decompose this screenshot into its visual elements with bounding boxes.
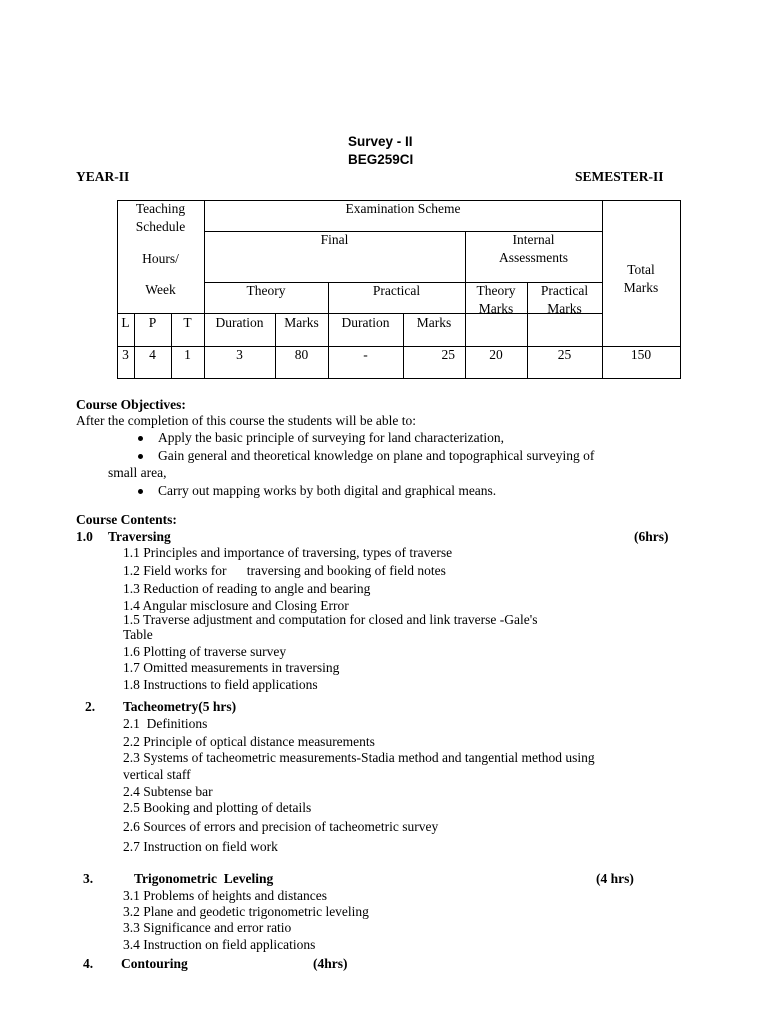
objective-3: Carry out mapping works by both digital and graphical means. [158, 483, 497, 498]
list-item: 1.2 Field works for traversing and booking of field notes [123, 563, 446, 578]
list-item: 1.5 Traverse adjustment and computation for closed and link traverse -Gale's [123, 612, 538, 627]
section-3-number: 3. [83, 871, 94, 886]
objective-2: Gain general and theoretical knowledge on plane and topographical surveying of [158, 448, 595, 463]
list-item: 1.7 Omitted measurements in traversing [123, 660, 340, 675]
total-marks-header: Total Marks [623, 262, 659, 295]
practical-header: Practical [372, 283, 421, 298]
year-label: YEAR-II [76, 169, 130, 184]
list-item: 2.2 Principle of optical distance measurements [123, 734, 375, 749]
ia-practical-marks-header: Practical Marks [540, 283, 589, 316]
list-item: 3.3 Significance and error ratio [123, 920, 292, 935]
section-1-hours: (6hrs) [634, 529, 669, 544]
section-3-title: Trigonometric Leveling [134, 871, 274, 886]
list-item: 2.3 Systems of tacheometric measurements-Stadia method and tangential method using [123, 750, 595, 765]
section-2-title: Tacheometry(5 hrs) [123, 699, 237, 714]
list-item: 2.4 Subtense bar [123, 784, 213, 799]
theory-header: Theory [246, 283, 286, 298]
col-l-header: L [121, 315, 130, 330]
theory-duration-header: Duration [215, 315, 264, 330]
value-l: 3 [122, 347, 129, 362]
hours-week-label-2: Week [145, 282, 176, 297]
list-item: 1.4 Angular misclosure and Closing Error [123, 598, 349, 613]
objective-1: Apply the basic principle of surveying for land characterization, [158, 430, 504, 445]
hours-week-label: Hours/ [142, 251, 179, 266]
section-3-hours: (4 hrs) [596, 871, 634, 886]
list-item: 2.1 Definitions [123, 716, 208, 731]
final-header: Final [320, 232, 349, 247]
ia-theory-marks-header: Theory Marks [476, 283, 516, 316]
value-practical-duration: - [363, 347, 368, 362]
list-item: 2.5 Booking and plotting of details [123, 800, 312, 815]
value-ia-theory: 20 [489, 347, 503, 362]
value-ia-practical: 25 [557, 347, 572, 362]
value-theory-marks: 80 [294, 347, 309, 362]
bullet-icon [138, 454, 143, 459]
value-theory-duration: 3 [236, 347, 243, 362]
section-4-hours: (4hrs) [313, 956, 348, 971]
examination-scheme-header: Examination Scheme [345, 201, 461, 216]
list-item: 1.1 Principles and importance of traversing, types of traverse [123, 545, 453, 560]
objective-2-cont: small area, [108, 465, 167, 480]
value-p: 4 [149, 347, 156, 362]
internal-assessments-header: Internal Assessments [498, 232, 568, 265]
list-item: 2.6 Sources of errors and precision of tacheometric survey [123, 819, 439, 834]
list-item: 3.4 Instruction on field applications [123, 937, 316, 952]
list-item: 1.8 Instructions to field applications [123, 677, 318, 692]
contents-heading: Course Contents: [76, 512, 177, 527]
section-4-number: 4. [83, 956, 94, 971]
page-title: Survey - II [348, 134, 413, 149]
semester-label: SEMESTER-II [575, 169, 664, 184]
section-4-title: Contouring [121, 956, 188, 971]
list-item: vertical staff [123, 767, 191, 782]
col-p-header: P [148, 315, 157, 330]
practical-marks-header: Marks [416, 315, 452, 330]
course-code: BEG259CI [348, 152, 414, 167]
bullet-icon [138, 489, 143, 494]
value-practical-marks: 25 [441, 347, 455, 362]
bullet-icon [138, 436, 143, 441]
practical-duration-header: Duration [341, 315, 390, 330]
value-total: 150 [630, 347, 652, 362]
section-2-number: 2. [85, 699, 96, 714]
list-item: 3.1 Problems of heights and distances [123, 888, 327, 903]
objectives-intro: After the completion of this course the students will be able to: [76, 413, 417, 428]
list-item: 1.6 Plotting of traverse survey [123, 644, 287, 659]
theory-marks-header: Marks [284, 315, 319, 330]
value-t: 1 [184, 347, 191, 362]
list-item: 3.2 Plane and geodetic trigonometric leveling [123, 904, 369, 919]
col-t-header: T [183, 315, 192, 330]
objectives-heading: Course Objectives: [76, 397, 186, 412]
list-item: 2.7 Instruction on field work [123, 839, 278, 854]
teaching-schedule-label: Teaching Schedule [135, 201, 186, 234]
exam-scheme-table [117, 200, 681, 379]
section-1-number: 1.0 [76, 529, 93, 544]
list-item: Table [123, 627, 153, 642]
section-1-title: Traversing [108, 529, 171, 544]
list-item: 1.3 Reduction of reading to angle and bearing [123, 581, 371, 596]
